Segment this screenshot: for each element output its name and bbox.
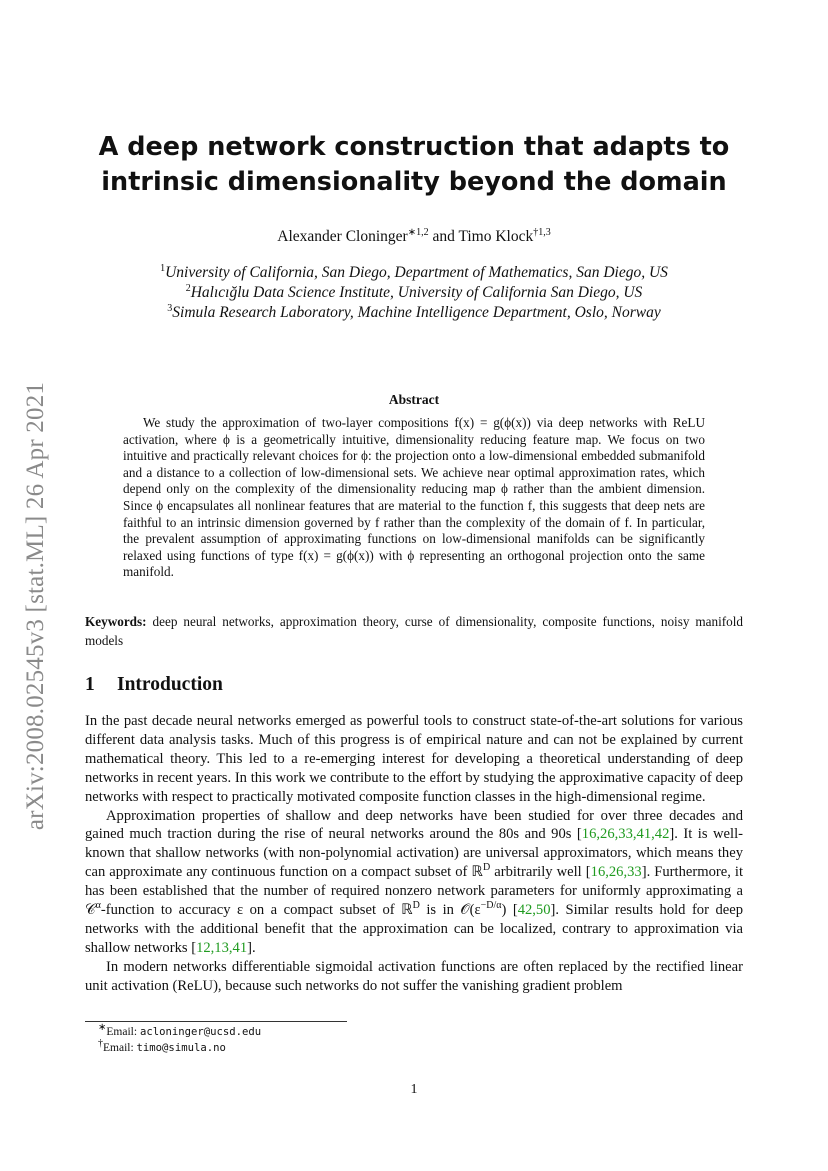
keywords-label: Keywords:	[85, 614, 147, 629]
affiliations	[85, 263, 743, 323]
footnotes	[98, 1022, 262, 1056]
abstract-heading: Abstract	[388, 392, 440, 407]
citation-link[interactable]: 16,26,33,41,42	[581, 826, 670, 843]
affiliation: $^1$University of California, San Diego, Department of Mathematics, San Diego, US	[160, 262, 668, 281]
author-conjunction: and	[428, 228, 459, 245]
citation-link[interactable]: 42,50	[517, 902, 551, 919]
page-number: 1	[410, 1082, 418, 1097]
paper-title: A deep network construction that adapts to intrinsic dimensionality beyond the domain	[98, 132, 730, 197]
citation-link[interactable]: 16,26,33	[590, 864, 642, 881]
section-number: 1	[85, 674, 95, 695]
footnote: †Email: timo@simula.no	[98, 1037, 226, 1054]
paragraph: In the past decade neural networks emerged as powerful tools to construct state-of-the-art solutions for various different data analysis tasks. Much of this progress is of empirical nature and can not be explained by current mathematical theory. This led to a re-emerging interest for developing a theoretical understanding of deep networks in recent years. In this work we contribute to the effort by studying the approximative capacity of deep networks with respect to practically motivated composite function classes in the high-dimensional regime.	[85, 713, 743, 805]
keywords	[85, 612, 743, 650]
section-heading	[85, 674, 223, 696]
author-line	[85, 228, 743, 246]
author-affiliation-marks: ∗1,2	[407, 226, 429, 238]
paragraph: Approximation properties of shallow and deep networks have been studied for over three decades and gained much traction during the rise of neural networks around the 80s and 90s [16,26,33,41,42]. It is well-known that shallow networks (with non-polynomial activation) are universal approximators, which means they can approximate any continuous function on a compact subset of ℝ$^D$ arbitrarily well [16,26,33]. Furthermore, it has been established that the number of required nonzero network parameters for uniformly approximating a 𝒞$^\alpha$-function to accuracy ε on a compact subset of ℝ$^D$ is in $𝒪(\varepsilon^{-D/\alpha})$ [42,50]. Similar results hold for deep networks with the additional benefit that the approximation can be localized, contrary to approximation via shallow networks [12,13,41].	[85, 807, 743, 956]
affiliation: $^3$Simula Research Laboratory, Machine Intelligence Department, Oslo, Norway	[167, 302, 661, 321]
arxiv-identifier: arXiv:2008.02545v3 [stat.ML] 26 Apr 2021	[22, 381, 49, 831]
keywords-list: deep neural networks, approximation theory, curse of dimensionality, composite functions, noisy manifold models	[85, 614, 744, 648]
introduction-body	[85, 712, 743, 996]
email-link[interactable]: timo@simula.no	[136, 1041, 226, 1054]
citation-link[interactable]: 12,13,41	[196, 939, 248, 956]
affiliation: $^2$Halıcığlu Data Science Institute, University of California San Diego, US	[185, 282, 643, 301]
paragraph: In modern networks differentiable sigmoidal activation functions are often replaced by the rectified linear unit activation (ReLU), because such networks do not suffer the vanishing gradient problem	[85, 958, 743, 994]
section-title: Introduction	[117, 674, 223, 695]
author-name: Alexander Cloninger	[277, 228, 408, 245]
footnote: ∗Email: acloninger@ucsd.edu	[98, 1022, 262, 1038]
arxiv-stamp	[22, 356, 54, 856]
footnote-divider	[85, 1021, 347, 1022]
author-name: Timo Klock	[458, 228, 534, 245]
author-affiliation-marks: †1,3	[533, 226, 551, 238]
abstract-body: We study the approximation of two-layer compositions f(x) = g(ϕ(x)) via deep networks with ReLU activation, where ϕ is a geometrically intuitive, dimensionality reducing feature map. We focus on two intuitive and practically relevant choices for ϕ: the projection onto a low-dimensional embedded submanifold and a distance to a collection of low-dimensional sets. We achieve near optimal approximation rates, which depend only on the complexity of the dimensionality reducing map ϕ rather than the ambient dimension. Since ϕ encapsulates all nonlinear features that are material to the function f, this suggests that deep nets are faithful to an intrinsic dimension governed by f rather than the complexity of the domain of f. In particular, the prevalent assumption of approximating functions on low-dimensional manifolds can be significantly relaxed using functions of type f(x) = g(ϕ(x)) with ϕ representing an orthogonal projection onto the same manifold.	[123, 415, 705, 580]
email-link[interactable]: acloninger@ucsd.edu	[139, 1026, 262, 1038]
